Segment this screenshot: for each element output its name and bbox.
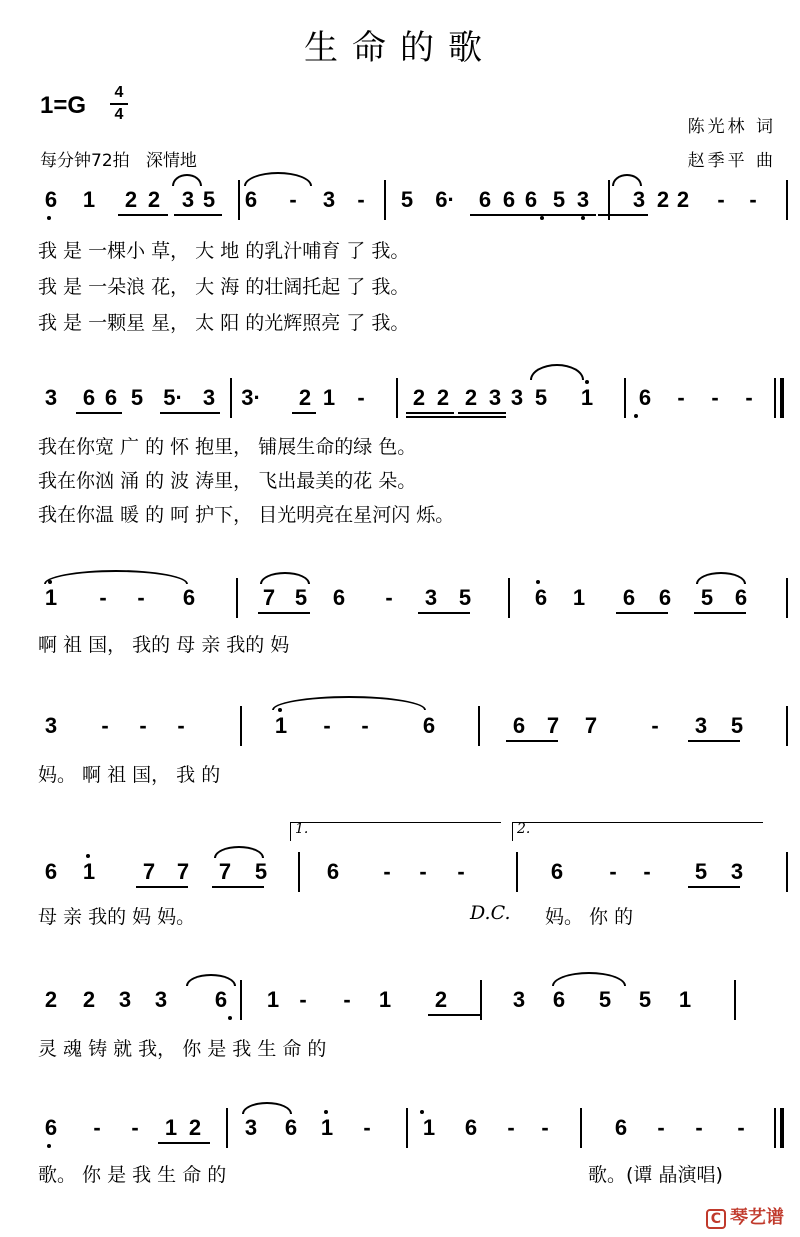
barline — [298, 852, 300, 892]
note: 3 — [181, 187, 195, 212]
note: 6 — [332, 585, 346, 610]
lyricist: 陈光林 词 — [687, 117, 776, 137]
note-extension: - — [419, 859, 427, 884]
note: 2 — [82, 987, 96, 1012]
note: 1 — [274, 713, 288, 738]
note: 6 — [284, 1115, 298, 1140]
note: 5· — [163, 385, 183, 410]
note: 1 — [678, 987, 692, 1012]
note: 2 — [124, 187, 138, 212]
note: 1 — [322, 385, 336, 410]
beam — [136, 886, 188, 888]
barline — [786, 180, 788, 220]
note-extension: - — [357, 385, 365, 410]
slur — [696, 572, 746, 584]
note: 6 — [44, 859, 58, 884]
note: 5 — [294, 585, 308, 610]
note: 3 — [322, 187, 336, 212]
note: 3 — [510, 385, 524, 410]
barline — [230, 378, 232, 418]
composer: 赵季平 曲 — [687, 151, 776, 171]
beam — [76, 412, 122, 414]
note-extension: - — [139, 713, 147, 738]
octave-dot — [536, 580, 540, 584]
note-extension: - — [711, 385, 719, 410]
barline — [774, 1108, 776, 1148]
note: 6 — [244, 187, 258, 212]
note: 6 — [658, 585, 672, 610]
note: 2 — [412, 385, 426, 410]
note: 2 — [147, 187, 161, 212]
note-extension: - — [299, 987, 307, 1012]
note: 3 — [44, 713, 58, 738]
slur — [530, 364, 584, 380]
note-extension: - — [657, 1115, 665, 1140]
barline — [786, 852, 788, 892]
note-extension: - — [609, 859, 617, 884]
note-extension: - — [361, 713, 369, 738]
note: 5 — [400, 187, 414, 212]
note: 5 — [254, 859, 268, 884]
expression: 深情地 — [145, 151, 197, 171]
note: 1 — [266, 987, 280, 1012]
octave-dot — [634, 414, 638, 418]
note: 3 — [632, 187, 646, 212]
lyric-verse-3: 我在你温 暖 的 呵 护下， 目光明亮在星河闪 烁。 — [38, 504, 455, 526]
note: 5 — [730, 713, 744, 738]
beam — [406, 416, 506, 418]
note-extension: - — [507, 1115, 515, 1140]
note: 2 — [676, 187, 690, 212]
beam — [118, 214, 168, 216]
note-extension: - — [643, 859, 651, 884]
note: 3 — [488, 385, 502, 410]
time-top: 4 — [114, 84, 124, 101]
slur — [552, 972, 626, 986]
note: 5 — [552, 187, 566, 212]
beam — [428, 1014, 480, 1016]
slur — [172, 174, 202, 186]
octave-dot — [581, 216, 585, 220]
barline — [236, 578, 238, 618]
slur — [272, 696, 426, 710]
note-extension: - — [695, 1115, 703, 1140]
slur — [186, 974, 236, 986]
note-extension: - — [651, 713, 659, 738]
note: 6 — [104, 385, 118, 410]
note: 6 — [550, 859, 564, 884]
note: 7 — [142, 859, 156, 884]
beam — [458, 412, 506, 414]
note: 1 — [164, 1115, 178, 1140]
note: 3 — [424, 585, 438, 610]
note: 5 — [458, 585, 472, 610]
note-extension: - — [99, 585, 107, 610]
barline — [478, 706, 480, 746]
note-extension: - — [323, 713, 331, 738]
barline — [508, 578, 510, 618]
note: 6 — [524, 187, 538, 212]
note-extension: - — [137, 585, 145, 610]
beam — [212, 886, 264, 888]
beam — [598, 214, 648, 216]
beam — [470, 214, 520, 216]
note-extension: - — [93, 1115, 101, 1140]
note: 5 — [534, 385, 548, 410]
octave-dot — [47, 216, 51, 220]
note: 6 — [44, 187, 58, 212]
note-extension: - — [101, 713, 109, 738]
note: 3 — [576, 187, 590, 212]
note-extension: - — [357, 187, 365, 212]
final-barline — [780, 378, 784, 418]
note: 2 — [436, 385, 450, 410]
note: 6 — [478, 187, 492, 212]
barline — [480, 980, 482, 1020]
slur — [612, 174, 642, 186]
lyric-line: 歌。(谭 晶演唱) — [588, 1164, 723, 1186]
note: 7 — [546, 713, 560, 738]
note: 3 — [118, 987, 132, 1012]
note-extension: - — [749, 187, 757, 212]
octave-dot — [48, 580, 52, 584]
octave-dot — [540, 216, 544, 220]
beam — [158, 1142, 210, 1144]
beam — [688, 886, 740, 888]
octave-dot — [278, 708, 282, 712]
note: 2 — [44, 987, 58, 1012]
beam — [406, 412, 454, 414]
barline — [226, 1108, 228, 1148]
beam — [694, 612, 746, 614]
note-extension: - — [457, 859, 465, 884]
lyric-verse-2: 我 是 一朵浪 花， 大 海 的壮阔托起 了 我。 — [38, 276, 410, 298]
barline — [774, 378, 776, 418]
slur — [244, 172, 312, 186]
note: 3 — [202, 385, 216, 410]
note: 7 — [584, 713, 598, 738]
octave-dot — [47, 1144, 51, 1148]
barline — [624, 378, 626, 418]
beam — [418, 612, 470, 614]
beam — [160, 412, 220, 414]
note: 1 — [82, 859, 96, 884]
barline — [240, 706, 242, 746]
octave-dot — [585, 380, 589, 384]
beam — [174, 214, 222, 216]
slur — [214, 846, 264, 858]
barline — [580, 1108, 582, 1148]
note: 1 — [572, 585, 586, 610]
note: 6 — [214, 987, 228, 1012]
beam — [688, 740, 740, 742]
note: 1 — [82, 187, 96, 212]
note: 5 — [202, 187, 216, 212]
note: 6 — [44, 1115, 58, 1140]
lyric-verse-1: 我 是 一棵小 草， 大 地 的乳汁哺育 了 我。 — [38, 240, 410, 262]
note: 5 — [130, 385, 144, 410]
note: 2 — [464, 385, 478, 410]
note: 7 — [176, 859, 190, 884]
note-extension: - — [717, 187, 725, 212]
note-extension: - — [677, 385, 685, 410]
note: 6 — [326, 859, 340, 884]
slur — [260, 572, 310, 584]
barline — [516, 852, 518, 892]
note: 6 — [512, 713, 526, 738]
note-extension: - — [385, 585, 393, 610]
barline — [734, 980, 736, 1020]
slur — [242, 1102, 292, 1114]
note: 1 — [320, 1115, 334, 1140]
barline — [384, 180, 386, 220]
octave-dot — [86, 854, 90, 858]
dc-marker: D.C. — [470, 902, 511, 924]
lyric-line: 啊 祖 国， 我的 母 亲 我的 妈 — [38, 634, 290, 656]
note-extension: - — [131, 1115, 139, 1140]
note: 3 — [44, 385, 58, 410]
note: 2 — [434, 987, 448, 1012]
note: 3 — [154, 987, 168, 1012]
note: 3 — [244, 1115, 258, 1140]
note-extension: - — [289, 187, 297, 212]
note: 2 — [298, 385, 312, 410]
beam — [506, 740, 558, 742]
volta-second: 2. — [512, 822, 763, 841]
beam — [258, 612, 310, 614]
lyric-line: 妈。 你 的 — [545, 906, 634, 928]
note: 3 — [512, 987, 526, 1012]
note: 5 — [694, 859, 708, 884]
tempo: 每分钟72拍 — [40, 151, 130, 171]
octave-dot — [420, 1110, 424, 1114]
note-extension: - — [343, 987, 351, 1012]
note: 3 — [730, 859, 744, 884]
tempo-line — [40, 146, 197, 171]
note: 6 — [182, 585, 196, 610]
lyric-line: 歌。 你 是 我 生 命 的 — [38, 1164, 227, 1186]
note: 7 — [262, 585, 276, 610]
lyric-verse-3: 我 是 一颗星 星， 太 阳 的光辉照亮 了 我。 — [38, 312, 410, 334]
note-extension: - — [177, 713, 185, 738]
note: 2 — [656, 187, 670, 212]
note: 6 — [638, 385, 652, 410]
time-signature — [110, 84, 128, 124]
note: 1 — [422, 1115, 436, 1140]
note: 5 — [598, 987, 612, 1012]
lyric-line: 灵 魂 铸 就 我， 你 是 我 生 命 的 — [38, 1038, 327, 1060]
note: 5 — [638, 987, 652, 1012]
note-extension: - — [541, 1115, 549, 1140]
lyric-line: 母 亲 我的 妈 妈。 — [38, 906, 196, 928]
volta-first: 1. — [290, 822, 501, 841]
note-extension: - — [383, 859, 391, 884]
lyric-line: 妈。 啊 祖 国， 我 的 — [38, 764, 221, 786]
note: 1 — [378, 987, 392, 1012]
note: 5 — [700, 585, 714, 610]
barline — [396, 378, 398, 418]
key-signature: 1=G — [40, 92, 87, 119]
barline — [240, 980, 242, 1020]
note: 6· — [435, 187, 455, 212]
barline — [786, 706, 788, 746]
note: 1 — [580, 385, 594, 410]
barline — [786, 578, 788, 618]
note: 6 — [614, 1115, 628, 1140]
note-extension: - — [363, 1115, 371, 1140]
note: 6 — [82, 385, 96, 410]
note: 6 — [622, 585, 636, 610]
note: 6 — [464, 1115, 478, 1140]
note: 6 — [534, 585, 548, 610]
note: 3· — [241, 385, 261, 410]
note: 6 — [552, 987, 566, 1012]
song-title: 生命的歌 — [304, 28, 496, 68]
note: 6 — [422, 713, 436, 738]
octave-dot — [228, 1016, 232, 1020]
lyric-verse-1: 我在你宽 广 的 怀 抱里， 铺展生命的绿 色。 — [38, 436, 417, 458]
slur — [44, 570, 188, 584]
final-barline — [780, 1108, 784, 1148]
note: 7 — [218, 859, 232, 884]
note-extension: - — [737, 1115, 745, 1140]
note: 3 — [694, 713, 708, 738]
beam — [616, 612, 668, 614]
beam — [292, 412, 316, 414]
note: 2 — [188, 1115, 202, 1140]
note: 1 — [44, 585, 58, 610]
beam — [544, 214, 596, 216]
barline — [406, 1108, 408, 1148]
lyric-verse-2: 我在你汹 涌 的 波 涛里， 飞出最美的花 朵。 — [38, 470, 417, 492]
time-bottom: 4 — [114, 106, 124, 123]
watermark-logo: C 琴艺谱 — [706, 1203, 784, 1229]
note-extension: - — [745, 385, 753, 410]
note: 6 — [734, 585, 748, 610]
octave-dot — [324, 1110, 328, 1114]
note: 6 — [502, 187, 516, 212]
